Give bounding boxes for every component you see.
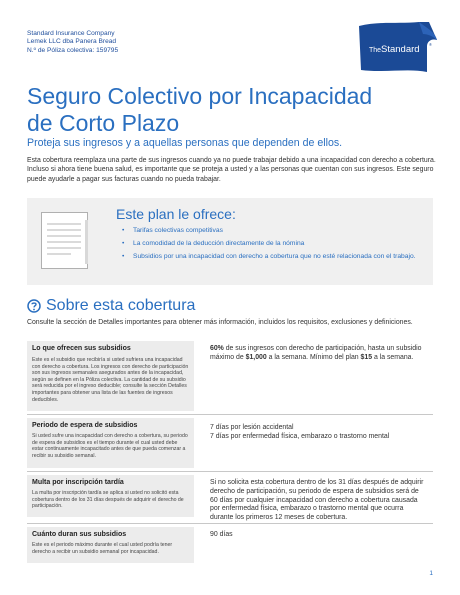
waiting-period-accident: 7 días por lesión accidental [210, 424, 294, 431]
policy-number: N.º de Póliza colectiva: 159795 [27, 46, 119, 54]
row-description: Si usted sufre una incapacidad con derecho a cobertura, su periodo de espera de subsidios es el tiempo durante el cual usted debe estar continuamente incapacitado antes de que pueda comenzar a recibir su subsidio semanal. [32, 433, 188, 459]
page-subtitle: Proteja sus ingresos y a aquellas personas que dependen de ellos. [27, 137, 343, 149]
row-value: 90 días [210, 531, 233, 538]
benefit-maximum: $1,000 [245, 353, 267, 361]
section-title: Sobre esta cobertura [46, 297, 196, 314]
document-icon [41, 212, 99, 277]
row-divider [27, 471, 433, 472]
title-line-1: Seguro Colectivo por Incapacidad [27, 83, 373, 109]
question-circle-icon [27, 299, 41, 313]
title-line-2: de Corto Plazo [27, 110, 180, 136]
row-description: Este es el subsidio que recibiría si usted sufriera una incapacidad con derecho a cobertura. Los ingresos con derecho de participación son sus ingresos semanales asegurados antes de la incapacidad, según se definen en la Póliza colectiva. La cantidad de su subsidio será reducida por el ingreso deducible; consulte la sección Detalles importantes para obtener una lista de las fuentes de ingresos deducibles. [32, 357, 189, 403]
row-description: La multa por inscripción tardía se aplica si usted no solicitó esta cobertura dentro de los 31 días después de adquirir el derecho de participación. [32, 490, 184, 510]
benefit-text: de sus ingresos con derecho de participación, hasta un subsidio máximo de [210, 345, 422, 361]
section-description: Consulte la sección de Detalles importantes para obtener más información, incluidos los requisitos, exclusiones y definiciones. [27, 319, 413, 326]
plan-benefit-item: • Tarifas colectivas competitivas [122, 226, 422, 235]
logo-standard-text: Standard [381, 44, 420, 55]
plan-title: Este plan le ofrece: [116, 206, 236, 222]
row-value: Si no solicita esta cobertura dentro de los 31 días después de adquirir derecho de participación, su periodo de espera de subsidios será de 60 días por cualquier incapacidad con derecho a cobertura causada por enfermedad física, embarazo o trastorno mental que ocurra durante los primeros 12 meses de cobertura. [210, 479, 424, 522]
company-name: Standard Insurance Company [27, 30, 115, 37]
row-label-cell [27, 341, 194, 411]
plan-benefit-item: • Subsidios por una incapacidad con derecho a cobertura que no esté relacionada con el trabajo. [122, 252, 422, 261]
benefit-minimum: $15 [360, 353, 373, 361]
row-title: Lo que ofrecen sus subsidios [32, 345, 131, 352]
row-value [210, 345, 428, 363]
plan-benefits-panel [27, 198, 433, 285]
employer-name: Lemek LLC dba Panera Bread [27, 38, 117, 46]
header-info [27, 30, 118, 55]
benefit-text: a la semana. [372, 353, 414, 361]
page-number: 1 [429, 570, 433, 577]
row-divider [27, 414, 433, 415]
waiting-period-illness: 7 días por enfermedad física, embarazo o trastorno mental [210, 432, 390, 440]
row-label-cell [27, 418, 194, 468]
row-title: Periodo de espera de subsidios [32, 422, 138, 429]
plan-benefit-item: • La comodidad de la deducción directamente de la nómina [122, 239, 422, 248]
row-divider [27, 523, 433, 524]
row-label-cell [27, 527, 194, 563]
row-value [210, 424, 428, 442]
row-title: Multa por inscripción tardía [32, 479, 124, 486]
benefit-percent: 60% [210, 345, 224, 352]
logo-the-text: The [369, 47, 382, 54]
coverage-section-heading [27, 297, 195, 315]
row-description: Este es el periodo máximo durante el cual usted podría tener derecho a recibir un subsidio semanal por incapacidad. [32, 542, 173, 555]
row-title: Cuánto duran sus subsidios [32, 531, 127, 538]
benefit-text: a la semana. Mínimo del plan [266, 353, 361, 361]
intro-paragraph: Esta cobertura reemplaza una parte de sus ingresos cuando ya no puede trabajar debido a una incapacidad con derecho a cobertura. Incluso si ahora tiene buena salud, es importante que se proteja a usted y a las personas que cuentan con sus ingresos. Este seguro puede ayudarle a pagar sus facturas cuando no pueda trabajar. [27, 157, 436, 183]
logo-registered-mark: ® [429, 42, 432, 47]
row-label-cell [27, 475, 194, 517]
the-standard-logo [357, 20, 441, 76]
plan-benefits-list [122, 226, 422, 265]
page-title [27, 83, 447, 137]
